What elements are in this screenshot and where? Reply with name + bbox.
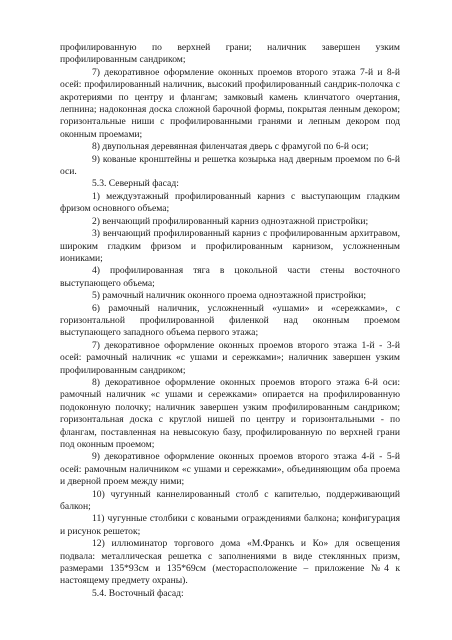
paragraph: 4) профилированная тяга в цокольной части стены восточного выступающего объема; bbox=[60, 265, 400, 289]
paragraph: 12) иллюминатор торгового дома «М.Франкъ и Ко» для освещения подвала: металлическая решетка с заполнениями в виде стеклянных призм, размерами 135*93см и 135*69см (месторасположение – приложение №4 к настоящему предмету охраны). bbox=[60, 538, 400, 587]
paragraph: 11) чугунные столбики с коваными ограждениями балкона; конфигурация и рисунок решеток; bbox=[60, 513, 400, 537]
paragraph: 10) чугунный каннелированный столб с капителью, поддерживающий балкон; bbox=[60, 488, 400, 513]
paragraph: 2) венчающий профилированный карниз одноэтажной пристройки; bbox=[92, 215, 369, 227]
paragraph: 9) декоративное оформление оконных проемов второго этажа 4-й - 5-й осей: рамочным наличником «с ушами и сережками», объединяющим оба проема и дверной проем между ними; bbox=[60, 451, 400, 488]
paragraph: 7) декоративное оформление оконных проемов второго этажа 1-й - 3-й осей: рамочный наличник «с ушами и сережками»; наличник завершен узким профилированным сандриком; bbox=[60, 339, 400, 376]
section-heading: 5.4. Восточный фасад: bbox=[92, 587, 184, 599]
paragraph: 7) декоративное оформление оконных проемов второго этажа 7-й и 8-й осей: профилированный наличник, высокий профилированный сандрик-полочка с акротериями по центру и флангам; замковый камень клинчатого очертания, лепнина; надоконная доска сложной барочной формы, покрытая ленным декором; горизонтальные ниши с профилированными гранями и лепным декором под оконным проемами; bbox=[60, 66, 400, 140]
paragraph: 6) рамочный наличник, усложненный «ушами» и «сережками», с горизонтальной профилированной филенкой над оконным проемом выступающего западного объема первого этажа; bbox=[60, 302, 400, 339]
paragraph: 5) рамочный наличник оконного проема одноэтажной пристройки; bbox=[92, 290, 367, 302]
paragraph: 8) двупольная деревянная филенчатая дверь с фрамугой по 6-й оси; bbox=[92, 141, 369, 153]
section-heading: 5.3. Северный фасад: bbox=[92, 178, 179, 190]
paragraph: 9) кованые кронштейны и решетка козырька над дверным проемом по 6-й оси. bbox=[60, 153, 400, 178]
paragraph: 3) венчающий профилированный карниз с профилированным архитравом, широким гладким фризом и профилированным карнизом, усложненным иониками; bbox=[60, 228, 400, 264]
paragraph: 1) междуэтажный профилированный карниз с выступающим гладким фризом основного объема; bbox=[60, 190, 400, 215]
paragraph: профилированную по верхней грани; наличник завершен узким профилированным сандриком; bbox=[60, 42, 400, 66]
document-body bbox=[60, 42, 400, 600]
paragraph: 8) декоративное оформление оконных проемов второго этажа 6-й оси: рамочный наличник «с ушами и сережками» опирается на профилированную подоконную полочку; наличник завершен узким профилированным сандриком; горизонтальная доска с круглой нишей по центру и горизонтальными - по флангам, поставленная на невысокую базу, профилированную по верхней грани под оконным проемом; bbox=[60, 376, 400, 450]
